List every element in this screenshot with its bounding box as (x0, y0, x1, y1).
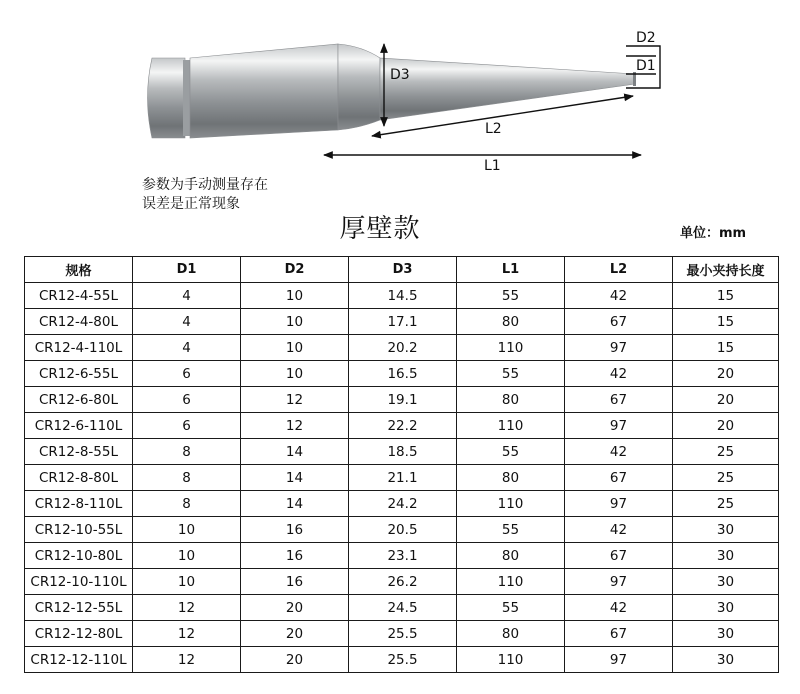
cell-min-clamp-length: 20 (673, 361, 779, 387)
cell-d1: 6 (133, 413, 241, 439)
cell-l2: 97 (565, 491, 673, 517)
cell-d1: 4 (133, 309, 241, 335)
cell-l1: 110 (457, 491, 565, 517)
table-body (25, 283, 779, 673)
cell-d1: 8 (133, 491, 241, 517)
cell-min-clamp-length: 15 (673, 309, 779, 335)
cell-spec: CR12-8-55L (25, 439, 133, 465)
cell-min-clamp-length: 30 (673, 621, 779, 647)
cell-d2: 16 (241, 517, 349, 543)
table-row (25, 439, 779, 465)
cell-d3: 17.1 (349, 309, 457, 335)
cell-d3: 21.1 (349, 465, 457, 491)
header-l2: L2 (565, 257, 673, 283)
cell-d3: 20.5 (349, 517, 457, 543)
cell-min-clamp-length: 30 (673, 569, 779, 595)
cell-l2: 97 (565, 569, 673, 595)
cell-d3: 25.5 (349, 647, 457, 673)
header-d2: D2 (241, 257, 349, 283)
cell-l2: 67 (565, 309, 673, 335)
cell-l2: 67 (565, 621, 673, 647)
table-row (25, 361, 779, 387)
table-row (25, 621, 779, 647)
cell-d3: 24.2 (349, 491, 457, 517)
cell-min-clamp-length: 15 (673, 335, 779, 361)
table-row (25, 569, 779, 595)
cell-spec: CR12-12-55L (25, 595, 133, 621)
measurement-note (142, 176, 268, 214)
cell-d2: 20 (241, 647, 349, 673)
cell-l2: 97 (565, 335, 673, 361)
cell-d2: 12 (241, 387, 349, 413)
header-l1: L1 (457, 257, 565, 283)
cell-spec: CR12-8-80L (25, 465, 133, 491)
cell-d1: 10 (133, 543, 241, 569)
cell-l2: 42 (565, 283, 673, 309)
unit-label: 单位：mm (680, 226, 747, 241)
cell-d2: 10 (241, 283, 349, 309)
cell-l2: 97 (565, 413, 673, 439)
cell-l1: 110 (457, 647, 565, 673)
cell-spec: CR12-6-110L (25, 413, 133, 439)
cell-d2: 20 (241, 621, 349, 647)
cell-l1: 55 (457, 517, 565, 543)
cell-l1: 55 (457, 361, 565, 387)
cell-min-clamp-length: 15 (673, 283, 779, 309)
cell-l1: 80 (457, 543, 565, 569)
spec-table (24, 256, 779, 673)
cell-d1: 12 (133, 621, 241, 647)
cell-d1: 10 (133, 517, 241, 543)
table-row (25, 413, 779, 439)
cell-min-clamp-length: 20 (673, 387, 779, 413)
cell-d3: 22.2 (349, 413, 457, 439)
cell-d2: 20 (241, 595, 349, 621)
cell-l2: 42 (565, 595, 673, 621)
cell-l1: 55 (457, 283, 565, 309)
cell-l2: 42 (565, 439, 673, 465)
cell-d1: 4 (133, 283, 241, 309)
cell-min-clamp-length: 25 (673, 465, 779, 491)
cell-d1: 6 (133, 361, 241, 387)
cell-d2: 10 (241, 335, 349, 361)
cell-spec: CR12-6-55L (25, 361, 133, 387)
cell-min-clamp-length: 30 (673, 517, 779, 543)
page-title: 厚壁款 (339, 214, 421, 244)
cell-d1: 6 (133, 387, 241, 413)
cell-min-clamp-length: 25 (673, 491, 779, 517)
measurement-note-line2: 误差是正常现象 (142, 196, 240, 212)
cell-spec: CR12-12-80L (25, 621, 133, 647)
d1-label: D1 (636, 58, 656, 74)
table-row (25, 387, 779, 413)
cell-d1: 4 (133, 335, 241, 361)
cell-l1: 110 (457, 413, 565, 439)
cell-d3: 19.1 (349, 387, 457, 413)
header-spec: 规格 (25, 257, 133, 283)
cell-l1: 80 (457, 387, 565, 413)
cell-d3: 14.5 (349, 283, 457, 309)
cell-d2: 12 (241, 413, 349, 439)
cell-d3: 18.5 (349, 439, 457, 465)
cell-d1: 8 (133, 439, 241, 465)
cell-l1: 80 (457, 621, 565, 647)
cell-spec: CR12-12-110L (25, 647, 133, 673)
table-row (25, 543, 779, 569)
tool-body (148, 44, 637, 138)
cell-min-clamp-length: 30 (673, 543, 779, 569)
l1-label: L1 (484, 158, 501, 174)
cell-d3: 24.5 (349, 595, 457, 621)
cell-d3: 26.2 (349, 569, 457, 595)
cell-l1: 80 (457, 309, 565, 335)
cell-d3: 20.2 (349, 335, 457, 361)
cell-spec: CR12-4-55L (25, 283, 133, 309)
table-header-row (25, 257, 779, 283)
cell-d2: 16 (241, 569, 349, 595)
table-row (25, 647, 779, 673)
table-row (25, 335, 779, 361)
cell-d3: 16.5 (349, 361, 457, 387)
cell-d1: 8 (133, 465, 241, 491)
l2-label: L2 (485, 121, 502, 137)
cell-min-clamp-length: 30 (673, 595, 779, 621)
cell-l1: 110 (457, 335, 565, 361)
cell-l1: 110 (457, 569, 565, 595)
cell-d2: 10 (241, 361, 349, 387)
cell-l1: 55 (457, 439, 565, 465)
measurement-note-line1: 参数为手动测量存在 (142, 177, 268, 193)
cell-d1: 12 (133, 647, 241, 673)
cell-min-clamp-length: 25 (673, 439, 779, 465)
cell-min-clamp-length: 20 (673, 413, 779, 439)
cell-l2: 67 (565, 543, 673, 569)
cell-d1: 10 (133, 569, 241, 595)
cell-l1: 80 (457, 465, 565, 491)
cell-spec: CR12-10-80L (25, 543, 133, 569)
cell-spec: CR12-4-110L (25, 335, 133, 361)
cell-l2: 67 (565, 465, 673, 491)
cell-l2: 42 (565, 361, 673, 387)
table-row (25, 491, 779, 517)
cell-d3: 25.5 (349, 621, 457, 647)
cell-spec: CR12-4-80L (25, 309, 133, 335)
table-row (25, 517, 779, 543)
cell-d2: 14 (241, 491, 349, 517)
cell-d2: 14 (241, 465, 349, 491)
cell-spec: CR12-10-110L (25, 569, 133, 595)
header-min-clamp-length: 最小夹持长度 (673, 257, 779, 283)
table-row (25, 465, 779, 491)
cell-d3: 23.1 (349, 543, 457, 569)
cell-d1: 12 (133, 595, 241, 621)
cell-l2: 97 (565, 647, 673, 673)
header-d3: D3 (349, 257, 457, 283)
d2-label: D2 (636, 30, 656, 46)
table-row (25, 309, 779, 335)
cell-d2: 10 (241, 309, 349, 335)
cell-spec: CR12-10-55L (25, 517, 133, 543)
cell-spec: CR12-6-80L (25, 387, 133, 413)
header-d1: D1 (133, 257, 241, 283)
cell-d2: 16 (241, 543, 349, 569)
cell-l1: 55 (457, 595, 565, 621)
table-row (25, 283, 779, 309)
cell-d2: 14 (241, 439, 349, 465)
cell-min-clamp-length: 30 (673, 647, 779, 673)
d3-label: D3 (390, 67, 410, 83)
cell-l2: 67 (565, 387, 673, 413)
cell-l2: 42 (565, 517, 673, 543)
cell-spec: CR12-8-110L (25, 491, 133, 517)
table-row (25, 595, 779, 621)
